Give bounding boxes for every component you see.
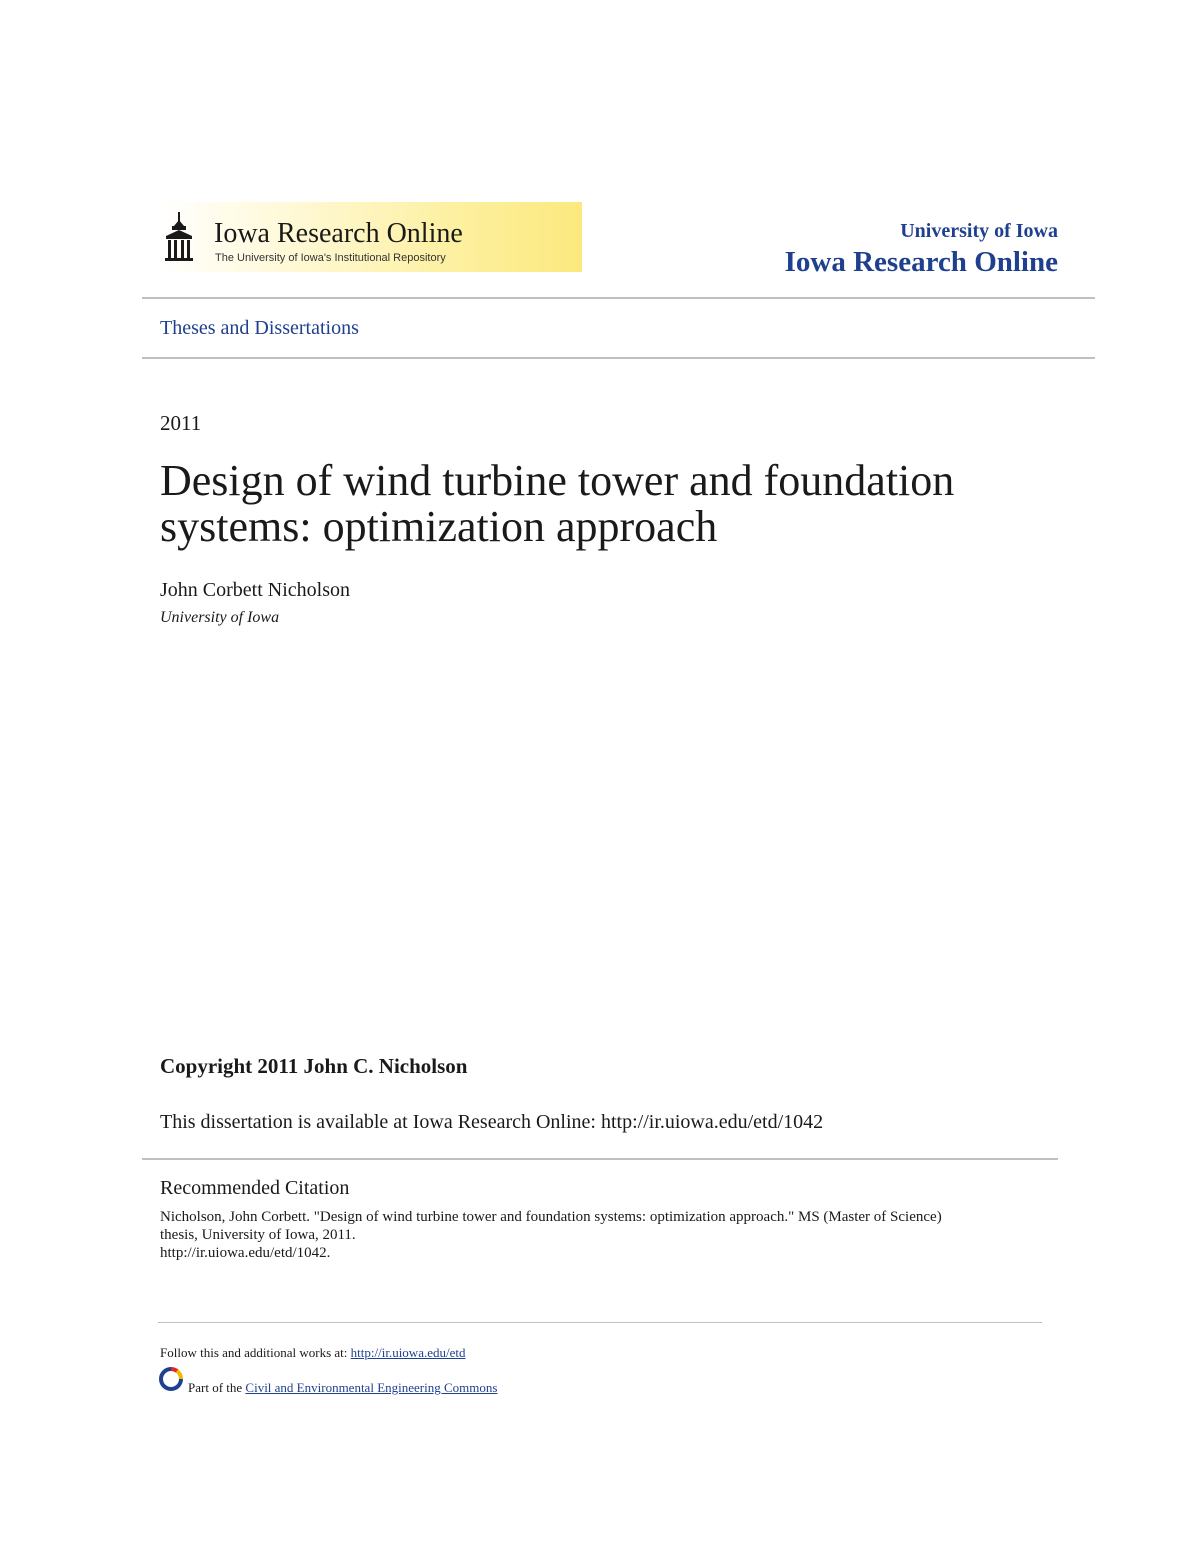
follow-prefix: Follow this and additional works at: xyxy=(160,1345,351,1360)
banner-subtitle: The University of Iowa's Institutional Repository xyxy=(215,252,446,264)
citation-text xyxy=(160,1208,1040,1262)
availability-statement: This dissertation is available at Iowa Research Online: http://ir.uiowa.edu/etd/1042 xyxy=(160,1111,824,1133)
partof-line xyxy=(188,1380,497,1396)
citation-line: http://ir.uiowa.edu/etd/1042. xyxy=(160,1245,331,1261)
old-capitol-icon xyxy=(164,210,196,262)
university-name[interactable]: University of Iowa xyxy=(900,220,1058,242)
author-affiliation: University of Iowa xyxy=(160,609,280,626)
bepress-commons-icon xyxy=(158,1366,184,1392)
follow-line xyxy=(160,1345,465,1361)
author-name: John Corbett Nicholson xyxy=(160,579,350,601)
collection-link[interactable]: Theses and Dissertations xyxy=(160,317,359,339)
divider xyxy=(142,297,1095,299)
partof-prefix: Part of the xyxy=(188,1380,246,1395)
divider xyxy=(142,357,1095,359)
repository-name[interactable]: Iowa Research Online xyxy=(784,246,1058,278)
commons-link[interactable]: Civil and Environmental Engineering Commons xyxy=(245,1380,498,1395)
citation-line: Nicholson, John Corbett. "Design of wind turbine tower and foundation systems: optimization approach." MS (Master of Science) xyxy=(160,1209,942,1225)
citation-heading: Recommended Citation xyxy=(160,1177,350,1199)
document-title: Design of wind turbine tower and foundation systems: optimization approach xyxy=(160,456,955,551)
repository-banner xyxy=(158,202,582,272)
citation-line: thesis, University of Iowa, 2011. xyxy=(160,1227,356,1243)
copyright-statement: Copyright 2011 John C. Nicholson xyxy=(160,1054,468,1078)
publication-year: 2011 xyxy=(160,411,202,435)
banner-title: Iowa Research Online xyxy=(214,218,463,249)
follow-link[interactable]: http://ir.uiowa.edu/etd xyxy=(350,1345,466,1360)
divider xyxy=(158,1322,1042,1323)
divider xyxy=(142,1158,1058,1160)
